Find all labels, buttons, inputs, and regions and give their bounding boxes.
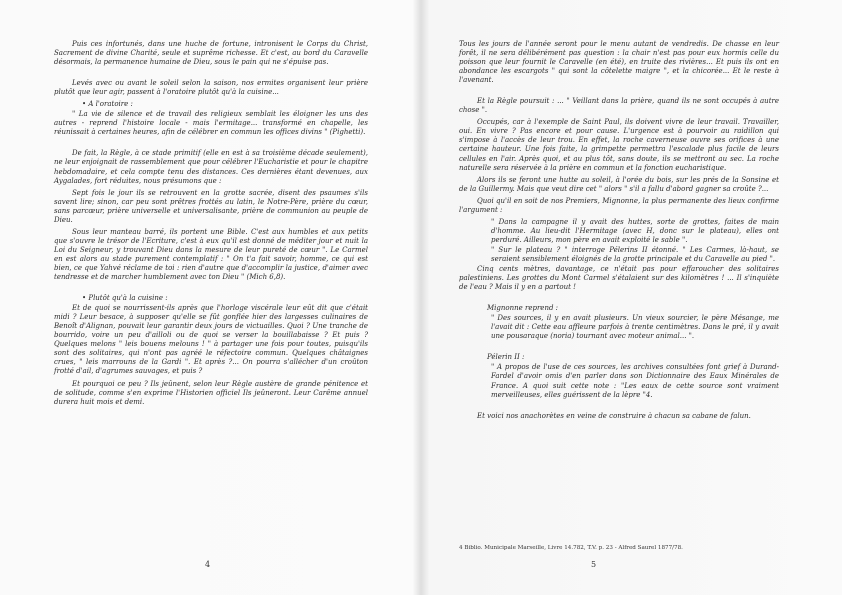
paragraph: Et de quoi se nourrissent-ils après que l'horloge viscérale leur eût dit que c'était midi ? Leur besace, à supposer qu'elle se fût gonflée hier des largesses culinaires de Benoît d'Alignan, pouvait leur garantir deux jours de victuailles. Quoi ? Une tranche de bourrido, voire un peu d'ailloli ou de quoi se verser la bouillabaisse ? Et puis ? Quelques melons " leis bouens melouns ! " à partager une fois pour toutes, puisqu'ils sont des solitaires, qui n'ont pas agréé le réfectoire commun. Quelques châtaignes crues, " leis marrouns de la Gardi ". Et après ?... On pourra s'allécher d'un croûton frotté d'ail, d'agrumes sauvages, et puis ?	[54, 304, 368, 376]
paragraph: De fait, la Règle, à ce stade primitif (elle en est à sa troisième décade seulement), ne leur enjoignait de rassemblement que pour célébrer l'Eucharistie et pour le chapitre hebdomadaire, et cela compte tenu des distances. Ces dernières étant devenues, aux Aygalades, fort réduites, nous présumons que :	[54, 149, 368, 185]
paragraph: Sept fois le jour ils se retrouvent en la grotte sacrée, disent des psaumes s'ils savent lire; sinon, car peu sont prêtres frottés au latin, le Notre-Père, prière du cœur, sans parcœur, prière universelle et universalisante, prière de communion au peuple de Dieu.	[54, 188, 368, 224]
speaker-label: Pélerin II :	[487, 353, 525, 362]
paragraph: Occupés, car à l'exemple de Saint Paul, ils doivent vivre de leur travail. Travailler, oui. En vivre ? Pas encore et pour cause. L'urgence est à pourvoir au raidillon qui s'impose à l'accès de leur trou. En effet, la roche caverneuse ouvre ses orifices à une certaine hauteur. Une fois faite, la grimpette permettra l'escalade plus facile de leurs cellules en l'air. Après quoi, et au plus tôt, sans doute, ils se mettront au sec. La roche naturelle sera réservée à la prière en commun et la fonction eucharistique.	[459, 118, 779, 172]
paragraph: Levés avec ou avant le soleil selon la saison, nos ermites organisent leur prière plutôt que leur agir, passent à l'oratoire plutôt qu'à la cuisine...	[54, 79, 368, 97]
quote: " A propos de l'use de ces sources, les archives consultées font grief à Durand-Fardel d'avoir omis d'en parler dans son Dictionnaire des Eaux Minérales de France. A quoi suit cette note : "Les eaux de cette source sont vraiment merveilleuses, elles guérissent de la lèpre "4.	[491, 363, 779, 399]
paragraph: Cinq cents mètres, davantage, ce n'était pas pour effaroucher des solitaires palestiniens. Les grottes du Mont Carmel s'étalaient sur des kilomètres ! ... Il s'inquiète de l'eau ? Mais il y en a partout !	[459, 265, 779, 292]
page-number-right: 5	[591, 560, 597, 569]
paragraph: Quoi qu'il en soit de nos Premiers, Mignonne, la plus permanente des lieux confirme l'argument :	[459, 196, 779, 214]
paragraph: Tous les jours de l'année seront pour le menu autant de vendredis. De chasse en leur forêt, il ne sera délibérément pas question : la chair n'est pas pour eux hormis celle du poisson que leur fournit le Caravelle (en été), en truite des rivières... Et puis ils ont en abondance les escargots " qui sont la côtelette maigre ", et la chicorée... Et le reste à l'avenant.	[459, 40, 779, 85]
speaker-label: Mignonne reprend :	[487, 304, 559, 313]
left-text-column	[54, 40, 368, 410]
section-heading-oratoire: • A l'oratoire :	[82, 100, 133, 109]
section-heading-cuisine: • Plutôt qu'à la cuisine :	[82, 294, 168, 303]
paragraph: Sous leur manteau barré, ils portent une Bible. C'est aux humbles et aux petits que s'ouvre le trésor de l'Ecriture, c'est à eux qu'il est donné de méditer jour et nuit la Loi du Seigneur, y trouvant Dieu dans la mesure de leur pureté de cœur ". Le Carmel en est alors au stade purement contemplatif : " On t'a fait savoir, homme, ce qui est bien, ce que Yahvé réclame de toi : rien d'autre que d'accomplir la justice, d'aimer avec tendresse et de marcher humblement avec ton Dieu " (Mich 6,8).	[54, 227, 368, 282]
paragraph: Alors ils se feront une hutte au soleil, à l'orée du bois, sur les prés de la Sonsine et de la Guillermy. Mais que veut dire cet " alors " s'il a fallu d'abord gagner sa croûte ?...	[459, 175, 779, 193]
quote: " Des sources, il y en avait plusieurs. Un vieux sourcier, le père Mésange, me l'avait dit : Cette eau affleure parfois à trente centimètres. Dans le pré, il y avait une pousaraque (noria) tournant avec moteur animal... ".	[491, 314, 779, 341]
paragraph: Et la Règle poursuit : ... " Veillant dans la prière, quand ils ne sont occupés à autre chose ".	[459, 97, 779, 115]
paragraph: Et voici nos anachorètes en veine de construire à chacun sa cabane de falun.	[477, 411, 751, 420]
right-page	[421, 0, 842, 595]
footnote: 4 Biblio. Municipale Marseille, Livre 14.782, T.V. p. 23 - Alfred Saurel 1877/78.	[459, 545, 683, 551]
quote: " Sur le plateau ? " interroge Pélerins II étonné. " Les Carmes, là-haut, se seraient sensiblement éloignés de la grotte principale et du Caravelle au pied ".	[491, 245, 779, 263]
paragraph: Et pourquoi ce peu ? Ils jeûnent, selon leur Règle austère de grande pénitence et de solitude, comme s'en exprime l'Historien officiel Ils jeûneront. Leur Carême annuel durera huit mois et demi.	[54, 379, 368, 406]
quote: " Dans la campagne il y avait des huttes, sorte de grottes, faites de main d'homme. Au lieu-dit l'Hermitage (avec H, donc sur le plateau), elles ont perduré. Ailleurs, mon père en avait exploité le sable ".	[491, 217, 779, 244]
paragraph: Puis ces infortunés, dans une huche de fortune, intronisent le Corps du Christ, Sacrement de divine Charité, seule et suprême richesse. Et c'est, au bord du Caravelle désormais, la permanence humaine de Dieu, sous le pain qui ne s'épuise pas.	[54, 40, 368, 67]
quote: " La vie de silence et de travail des religieux semblait les éloigner les uns des autres - reprend l'histoire locale - mais l'ermitage... transformé en chapelle, les réunissait à certaines heures, afin de célébrer en commun les offices divins " (Pighetti).	[54, 110, 368, 137]
page-number-left: 4	[205, 560, 211, 569]
right-text-column	[459, 40, 779, 424]
